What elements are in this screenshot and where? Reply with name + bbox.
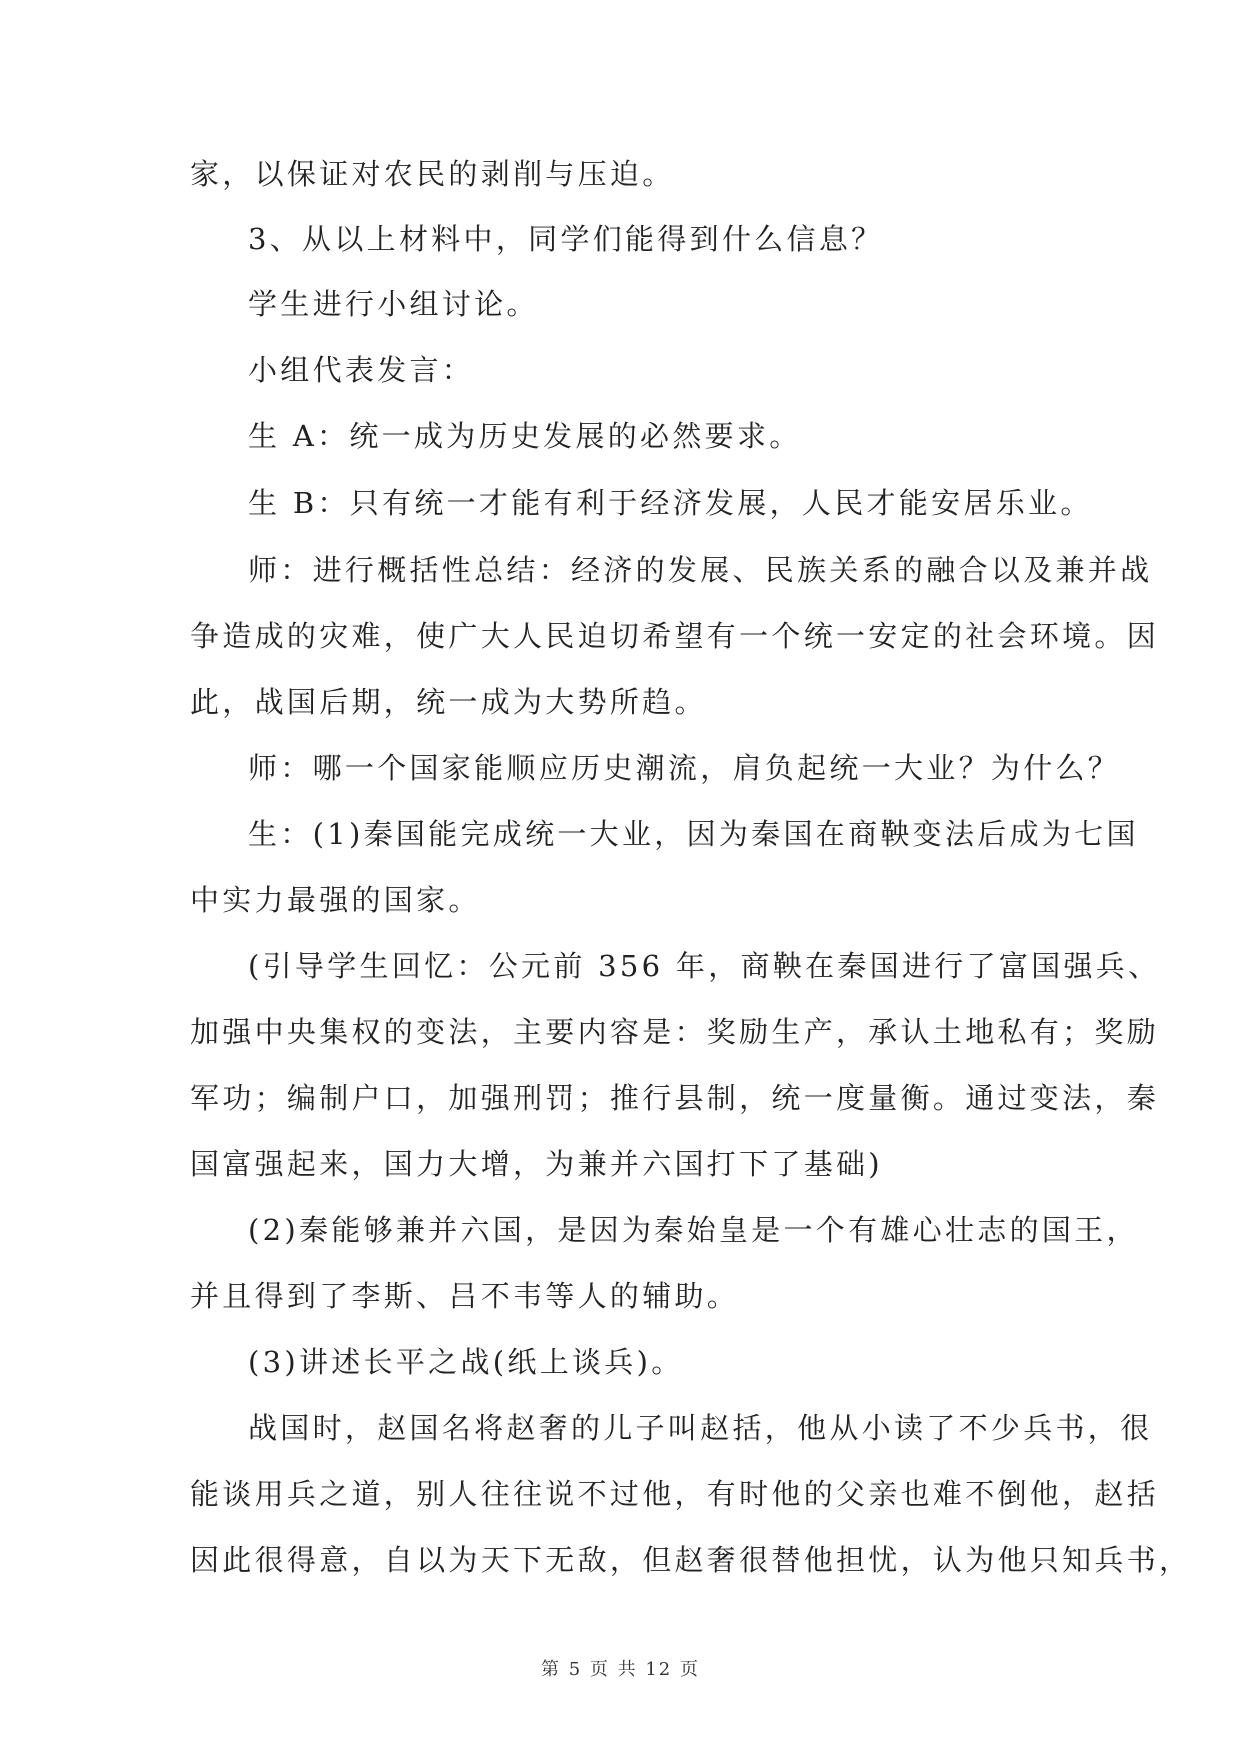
- text-line: 师：进行概括性总结：经济的发展、民族关系的融合以及兼并战: [248, 553, 1153, 587]
- text-line: 生：(1)秦国能完成统一大业，因为秦国在商鞅变法后成为七国: [248, 817, 1139, 851]
- text-line: 中实力最强的国家。: [190, 883, 481, 917]
- text-line: 国富强起来，国力大增，为兼并六国打下了基础): [190, 1147, 883, 1181]
- text-line: (引导学生回忆：公元前 356 年，商鞅在秦国进行了富国强兵、: [248, 949, 1161, 983]
- text-line: 家，以保证对农民的剥削与压迫。: [190, 157, 675, 191]
- text-line: 生 B：只有统一才能有利于经济发展，人民才能安居乐业。: [248, 486, 1093, 520]
- text-line: 师：哪一个国家能顺应历史潮流，肩负起统一大业？为什么？: [248, 751, 1121, 785]
- text-line: 小组代表发言：: [248, 353, 475, 387]
- text-line: (2)秦能够兼并六国，是因为秦始皇是一个有雄心壮志的国王，: [248, 1213, 1139, 1247]
- text-line: 加强中央集权的变法，主要内容是：奖励生产，承认土地私有；奖励: [190, 1015, 1160, 1049]
- text-line: 战国时，赵国名将赵奢的儿子叫赵括，他从小读了不少兵书，很: [248, 1411, 1153, 1445]
- text-line: 能谈用兵之道，别人往往说不过他，有时他的父亲也难不倒他，赵括: [190, 1477, 1160, 1511]
- text-line: 并且得到了李斯、吕不韦等人的辅助。: [190, 1279, 740, 1313]
- text-line: 学生进行小组讨论。: [248, 287, 539, 321]
- text-line: 军功；编制户口，加强刑罚；推行县制，统一度量衡。通过变法，秦: [190, 1081, 1160, 1115]
- text-line: 争造成的灾难，使广大人民迫切希望有一个统一安定的社会环境。因: [190, 619, 1160, 653]
- page-footer: 第 5 页 共 12 页: [541, 1659, 700, 1680]
- text-line: (3)讲述长平之战(纸上谈兵)。: [248, 1345, 684, 1379]
- text-line: 3、从以上材料中，同学们能得到什么信息？: [248, 222, 884, 256]
- text-line: 此，战国后期，统一成为大势所趋。: [190, 685, 707, 719]
- text-line: 因此很得意，自以为天下无敌，但赵奢很替他担忧，认为他只知兵书，: [190, 1543, 1192, 1577]
- text-line: 生 A：统一成为历史发展的必然要求。: [248, 419, 802, 453]
